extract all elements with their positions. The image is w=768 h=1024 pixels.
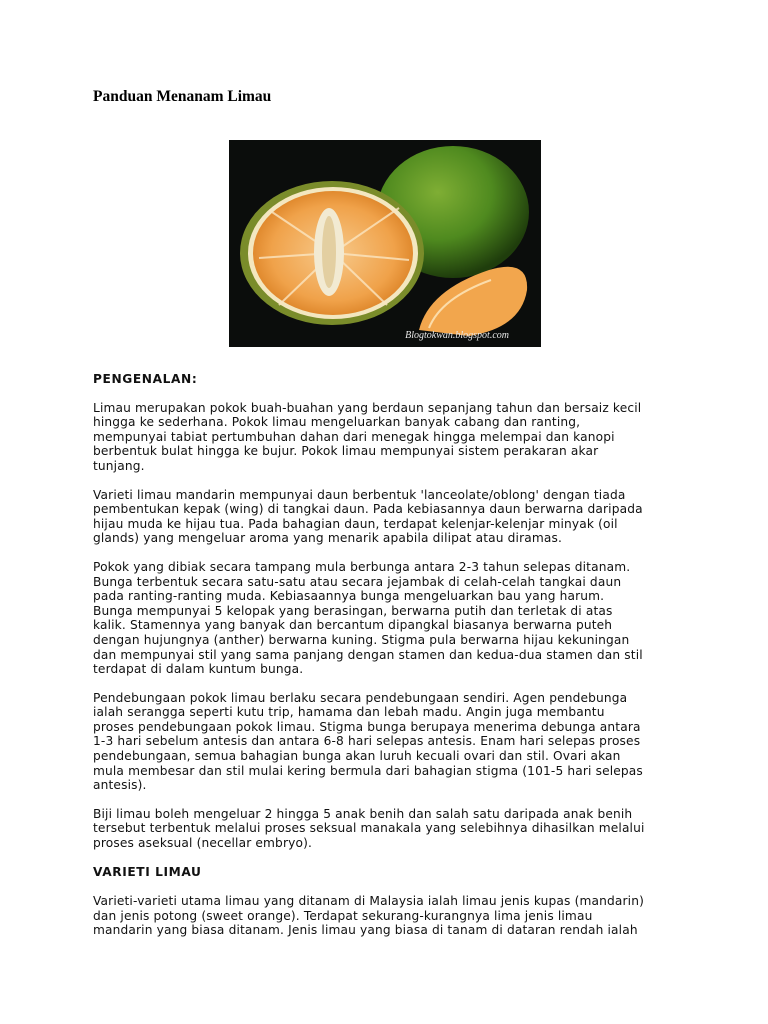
paragraph: Pendebungaan pokok limau berlaku secara pendebungaan sendiri. Agen pendebunga ialah serangga seperti kutu trip, hamama dan lebah madu. Angin juga membantu proses pendebungaan pokok limau. Stigma bunga berupaya menerima debunga antara 1-3 hari sebelum antesis dan antara 6-8 hari selepas antesis. Enam hari selepas proses pendebungaan, semua bahagian bunga akan luruh kecuali ovari dan stil. Ovari akan mula membesar dan stil mulai kering bermula dari bahagian stigma (101-5 hari selepas antesis). (93, 690, 643, 793)
paragraph: Pokok yang dibiak secara tampang mula berbunga antara 2-3 tahun selepas ditanam. Bunga terbentuk secara satu-satu atau secara jejambak di celah-celah tangkai daun pada ranting-ranting muda. Kebiasaannya bunga mengeluarkan bau yang harum. Bunga mempunyai 5 kelopak yang berasingan, berwarna putih dan terletak di atas kalik. Stamennya yang banyak dan bercantum dipangkal biasanya berwarna puteh dengan hujungnya (anther) berwarna kuning. Stigma pula berwarna hijau kekuningan dan mempunyai stil yang sama panjang dengan stamen dan kedua-dua stamen dan stil terdapat di dalam kuntum bunga. (93, 559, 643, 677)
paragraph: Varieti limau mandarin mempunyai daun berbentuk 'lanceolate/oblong' dengan tiada pembentukan kepak (wing) di tangkai daun. Pada kebiasannya daun berwarna daripada hijau muda ke hijau tua. Pada bahagian daun, terdapat kelenjar-kelenjar minyak (oil glands) yang mengeluar aroma yang menarik apabila dilipat atau diramas. (93, 487, 643, 546)
photo-watermark: Blogtokwan.blogspot.com (405, 330, 509, 341)
document-title: Panduan Menanam Limau (93, 88, 272, 105)
citrus-fruit-photo (229, 140, 541, 347)
section-heading-introduction: PENGENALAN: (93, 372, 198, 386)
paragraph: Limau merupakan pokok buah-buahan yang berdaun sepanjang tahun dan bersaiz kecil hingga ke sederhana. Pokok limau mengeluarkan banyak cabang dan ranting, mempunyai tabiat pertumbuhan dahan dari menegak hingga melempai dan kanopi berbentuk bulat hingga ke bujur. Pokok limau mempunyai sistem perakaran akar tunjang. (93, 400, 642, 473)
paragraph: Varieti-varieti utama limau yang ditanam di Malaysia ialah limau jenis kupas (mandarin) dan jenis potong (sweet orange). Terdapat sekurang-kurangnya lima jenis limau mandarin yang biasa ditanam. Jenis limau yang biasa di tanam di dataran rendah ialah (93, 894, 644, 938)
document-body (93, 372, 683, 952)
citrus-illustration (229, 140, 541, 347)
paragraph: Biji limau boleh mengeluar 2 hingga 5 anak benih dan salah satu daripada anak benih tersebut terbentuk melalui proses seksual manakala yang selebihnya dihasilkan melalui proses aseksual (necellar embryo). (93, 806, 645, 851)
section-heading-varieties: VARIETI LIMAU (93, 864, 202, 879)
